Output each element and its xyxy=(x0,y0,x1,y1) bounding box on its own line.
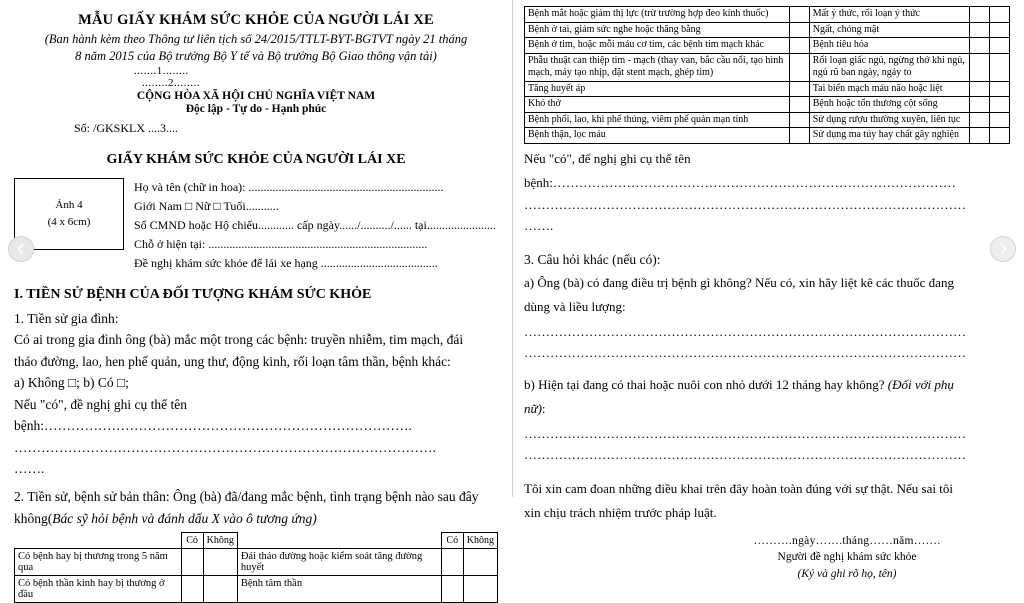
table-row xyxy=(525,38,1010,54)
condition-left-3: Bệnh ở tim, hoặc mỗi máu cơ tim, các bệnh tim mạch khác xyxy=(525,38,790,54)
item-1-disease-line: bệnh:………………………………………………………………………. xyxy=(14,418,412,434)
row-label-right-1: Đái tháo đường hoặc kiểm soát tăng đường huyết xyxy=(237,549,441,576)
table-row xyxy=(525,128,1010,144)
signature-role: Người đề nghị khám sức khỏe xyxy=(777,551,917,564)
table-row xyxy=(525,112,1010,128)
item-1-options[interactable]: a) Không □; b) Có □; xyxy=(14,375,129,391)
checkbox-right-2b[interactable] xyxy=(990,22,1010,38)
question-3b-text: b) Hiện tại đang có thai hoặc nuôi con nhỏ dưới 12 tháng hay không? xyxy=(524,376,885,392)
checkbox-left-6[interactable] xyxy=(789,97,809,113)
commitment-line-2: xin chịu trách nhiệm trước pháp luật. xyxy=(524,505,717,520)
condition-right-1: Mất ý thức, rối loạn ý thức xyxy=(809,7,969,23)
table-row xyxy=(15,576,498,603)
item-1-dots-2: ……. xyxy=(14,461,45,477)
field-idnumber: Số CMND hoặc Hộ chiếu............ cấp ngày....../........../...... tại....................... xyxy=(134,217,496,232)
item-1-if-yes: Nếu "có", đề nghị ghi cụ thể tên xyxy=(14,396,187,412)
if-yes-dots-2: ……. xyxy=(524,218,554,233)
section-1-heading: I. TIỀN SỬ BỆNH CỦA ĐỐI TƯỢNG KHÁM SỨC KHỎE xyxy=(14,286,372,302)
photo-placeholder xyxy=(14,178,124,250)
checkbox-right-5a[interactable] xyxy=(970,81,990,97)
condition-left-4: Phẫu thuật can thiệp tim - mạch (thay van, bắc cầu nối, tạo hình mạch, máy tạo nhịp, đặt stent mạch, ghép tim) xyxy=(525,53,790,81)
table-row xyxy=(525,97,1010,113)
question-3b-colon: : xyxy=(541,401,546,416)
signature-date: ……….ngày…….tháng……năm……. xyxy=(753,534,941,547)
checkbox-khong-right-2[interactable] xyxy=(463,576,497,603)
next-page-button[interactable] xyxy=(990,236,1016,262)
table-row xyxy=(525,53,1010,81)
checkbox-co-right-2[interactable] xyxy=(441,576,463,603)
question-3a-dots-1: ………………………………………………………………………………………… xyxy=(524,323,966,339)
condition-right-3: Bệnh tiêu hóa xyxy=(809,38,969,54)
table-header-row xyxy=(15,533,498,549)
header-co-left: Có xyxy=(181,533,203,549)
condition-right-8: Sử dụng ma túy hay chất gây nghiện xyxy=(809,128,969,144)
checkbox-right-4b[interactable] xyxy=(990,53,1010,81)
item-2-label-prefix: không( xyxy=(14,510,53,526)
item-2-label-text: 2. Tiền sử, bệnh sử bản thân: Ông (bà) đã/đang mắc bệnh, tình trạng bệnh nào sau đây xyxy=(14,489,479,505)
field-address: Chỗ ở hiện tại: ......................................................................... xyxy=(134,236,428,251)
if-yes-line-2: bệnh:………………………………………………………………………………… xyxy=(524,175,956,190)
question-3b-dots-2: ………………………………………………………………………………………… xyxy=(524,447,966,462)
question-3a-line1: a) Ông (bà) có đang điều trị bệnh gì không? Nếu có, xin hãy liệt kê các thuốc đang xyxy=(524,274,954,290)
left-page-column xyxy=(0,0,512,601)
republic-heading: CỘNG HÒA XÃ HỘI CHỦ NGHĨA VIỆT NAM xyxy=(136,89,376,102)
question-3-title: 3. Câu hỏi khác (nếu có): xyxy=(524,251,661,267)
document-number: Số: /GKSKLX ....3.... xyxy=(74,120,179,135)
page-title: MẪU GIẤY KHÁM SỨC KHỎE CỦA NGƯỜI LÁI XE xyxy=(78,12,434,28)
commitment-line-1: Tôi xin cam đoan những điều khai trên đây hoàn toàn đúng với sự thật. Nếu sai tôi xyxy=(524,480,953,496)
previous-page-button[interactable] xyxy=(8,236,34,262)
signature-block xyxy=(684,533,1010,583)
checkbox-right-3b[interactable] xyxy=(990,38,1010,54)
photo-label: Ảnh 4 xyxy=(55,199,83,212)
page-subtitle-line1: (Ban hành kèm theo Thông tư liên tịch số 24/2015/TTLT-BYT-BGTVT ngày 21 tháng xyxy=(44,32,468,46)
condition-left-2: Bệnh ở tai, giảm sức nghe hoặc thăng bằng xyxy=(525,22,790,38)
item-1-dots-1: …………………………………………………………………………………. xyxy=(14,439,436,455)
checkbox-right-7a[interactable] xyxy=(970,112,990,128)
checkbox-right-2a[interactable] xyxy=(970,22,990,38)
row-label-right-2: Bệnh tâm thần xyxy=(237,576,441,603)
condition-left-1: Bệnh mắt hoặc giảm thị lực (trừ trường hợp đeo kính thuốc) xyxy=(525,7,790,23)
condition-left-8: Bệnh thận, lọc máu xyxy=(525,128,790,144)
checkbox-left-4[interactable] xyxy=(789,53,809,81)
checkbox-khong-left-2[interactable] xyxy=(203,576,237,603)
condition-right-4: Rối loạn giấc ngủ, ngừng thở khi ngủ, ngủ rũ ban ngày, ngáy to xyxy=(809,53,969,81)
question-3b-dots-1: ………………………………………………………………………………………… xyxy=(524,425,966,441)
checkbox-left-2[interactable] xyxy=(789,22,809,38)
conditions-table xyxy=(524,6,1010,144)
question-3a-dots-2: ………………………………………………………………………………………… xyxy=(524,345,966,360)
motto-heading: Độc lập - Tự do - Hạnh phúc xyxy=(185,102,327,115)
question-3b-italic-2: nữ) xyxy=(524,401,542,416)
checkbox-left-7[interactable] xyxy=(789,112,809,128)
condition-right-2: Ngất, chóng mặt xyxy=(809,22,969,38)
checkbox-right-6a[interactable] xyxy=(970,97,990,113)
checkbox-left-5[interactable] xyxy=(789,81,809,97)
question-3b-line1 xyxy=(524,375,1010,395)
condition-left-7: Bệnh phổi, lao, khi phế thủng, viêm phế quản mạn tính xyxy=(525,112,790,128)
checkbox-right-6b[interactable] xyxy=(990,97,1010,113)
checkbox-right-8b[interactable] xyxy=(990,128,1010,144)
if-yes-dots-1: ………………………………………………………………………………………… xyxy=(524,196,966,212)
signature-note: (Ký và ghi rõ họ, tên) xyxy=(797,567,897,580)
item-1-label: 1. Tiền sử gia đình: xyxy=(14,310,119,326)
field-gender-age: Giới Nam □ Nữ □ Tuổi........... xyxy=(134,198,279,213)
row-label-left-1: Có bệnh hay bị thương trong 5 năm qua xyxy=(15,549,182,576)
checkbox-right-7b[interactable] xyxy=(990,112,1010,128)
condition-right-7: Sử dụng rượu thường xuyên, liên tục xyxy=(809,112,969,128)
table-row xyxy=(525,7,1010,23)
condition-left-6: Khó thở xyxy=(525,97,790,113)
checkbox-left-3[interactable] xyxy=(789,38,809,54)
checkbox-right-3a[interactable] xyxy=(970,38,990,54)
checkbox-co-right-1[interactable] xyxy=(441,549,463,576)
checkbox-co-left-2[interactable] xyxy=(181,576,203,603)
table-row xyxy=(525,22,1010,38)
field-license-class: Đề nghị khám sức khỏe để lái xe hạng ....................................... xyxy=(134,255,438,270)
table-row xyxy=(525,81,1010,97)
item-2-label-italic: Bác sỹ hỏi bệnh và đánh dấu X vào ô tương ứng) xyxy=(52,510,317,526)
question-3b-italic: (Đối với phụ xyxy=(887,376,954,392)
condition-left-5: Tăng huyết áp xyxy=(525,81,790,97)
checkbox-right-8a[interactable] xyxy=(970,128,990,144)
identity-block xyxy=(14,178,498,273)
field-fullname: Họ và tên (chữ in hoa): ................................................................. xyxy=(134,179,444,194)
org-line-1: .......1........ xyxy=(134,64,189,77)
chevron-left-icon xyxy=(16,243,26,255)
checkbox-right-1a[interactable] xyxy=(970,7,990,23)
question-3a-line2: dùng và liều lượng: xyxy=(524,299,626,314)
if-yes-line-1: Nếu "có", để nghị ghi cụ thể tên xyxy=(524,150,691,166)
item-1-text-line2: tháo đường, lao, hen phế quản, ung thư, động kinh, rối loạn tâm thần, bệnh khác: xyxy=(14,353,451,369)
checkbox-right-5b[interactable] xyxy=(990,81,1010,97)
history-table xyxy=(14,532,498,603)
item-2-label-second-line xyxy=(14,509,498,529)
photo-size: (4 x 6cm) xyxy=(47,215,91,228)
form-title: GIẤY KHÁM SỨC KHỎE CỦA NGƯỜI LÁI XE xyxy=(106,151,406,167)
chevron-right-icon xyxy=(998,243,1008,255)
checkbox-left-1[interactable] xyxy=(789,7,809,23)
table-row xyxy=(15,549,498,576)
header-co-right: Có xyxy=(441,533,463,549)
checkbox-left-8[interactable] xyxy=(789,128,809,144)
condition-right-6: Bệnh hoặc tổn thương cột sống xyxy=(809,97,969,113)
condition-right-5: Tai biến mạch máu não hoặc liệt xyxy=(809,81,969,97)
checkbox-co-left-1[interactable] xyxy=(181,549,203,576)
checkbox-right-1b[interactable] xyxy=(990,7,1010,23)
item-1-text-line1: Có ai trong gia đình ông (bà) mắc một trong các bệnh: truyền nhiễm, tim mạch, đái xyxy=(14,332,464,348)
question-3b-line2 xyxy=(524,399,1010,419)
identity-fields xyxy=(134,178,498,273)
header-khong-right: Không xyxy=(463,533,497,549)
header-khong-left: Không xyxy=(203,533,237,549)
page-subtitle-line2: 8 năm 2015 của Bộ trưởng Bộ Y tế và Bộ trưởng Bộ Giao thông vận tải) xyxy=(75,48,437,63)
right-page-column xyxy=(512,0,1024,580)
checkbox-khong-right-1[interactable] xyxy=(463,549,497,576)
checkbox-khong-left-1[interactable] xyxy=(203,549,237,576)
checkbox-right-4a[interactable] xyxy=(970,53,990,81)
org-line-2: ........2........ xyxy=(142,76,200,89)
row-label-left-2: Có bệnh thần kinh hay bị thương ở đầu xyxy=(15,576,182,603)
